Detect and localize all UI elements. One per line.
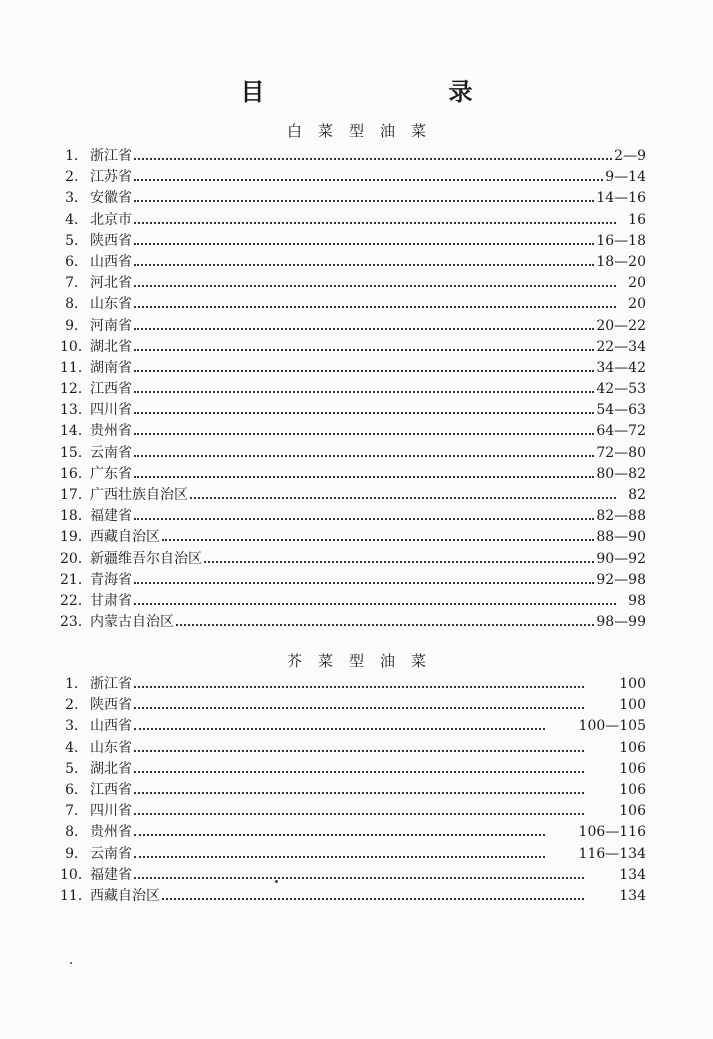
toc-entry	[60, 738, 646, 759]
toc-entry	[60, 400, 646, 421]
toc-entry	[60, 485, 646, 506]
toc-entry-title: 福建省	[90, 866, 132, 883]
section-title-jiecai: 芥菜型油菜	[286, 652, 442, 670]
dot-leader	[134, 455, 594, 457]
toc-entry-pages: 9—14	[605, 169, 646, 186]
toc-entry-title: 山东省	[90, 739, 132, 756]
toc-entry-number: 23．	[60, 614, 92, 631]
toc-entry	[60, 506, 646, 527]
toc-entry-title: 湖北省	[90, 760, 132, 777]
toc-entry-title: 贵州省	[90, 423, 132, 440]
dot-leader	[134, 476, 594, 478]
toc-entry-pages: 80—82	[596, 465, 646, 482]
print-speck	[70, 962, 72, 964]
dot-leader	[134, 285, 616, 287]
dot-leader	[134, 200, 594, 202]
toc-entry-title: 西藏自治区	[90, 529, 160, 546]
toc-entry-pages: 106	[619, 739, 646, 756]
toc-entry-pages: 20—22	[596, 317, 646, 334]
toc-entry	[60, 443, 646, 464]
toc-entry	[60, 674, 646, 695]
toc-entry	[60, 591, 646, 612]
toc-entry	[60, 822, 646, 843]
toc-entry-pages: 18—20	[596, 253, 646, 270]
dot-leader	[134, 370, 594, 372]
toc-entry-pages: 106	[619, 781, 646, 798]
toc-entry-title: 新疆维吾尔自治区	[90, 550, 202, 567]
toc-entry-title: 广东省	[90, 465, 132, 482]
toc-entry-pages: 116—134	[578, 845, 646, 862]
toc-entry-number: 3．	[65, 718, 88, 735]
dot-leader	[134, 349, 594, 351]
toc-entry-title: 内蒙古自治区	[90, 614, 174, 631]
toc-entry-number: 9．	[65, 317, 88, 334]
toc-entry-number: 10．	[60, 866, 92, 883]
toc-entry	[60, 865, 646, 886]
dot-leader	[134, 328, 594, 330]
toc-entry-pages: 2—9	[614, 148, 646, 164]
toc-entry-title: 北京市	[90, 211, 132, 228]
toc-entry-title: 浙江省	[90, 148, 132, 164]
page-title: 目 录	[240, 77, 553, 106]
dot-leader	[134, 750, 584, 752]
dot-leader	[134, 412, 594, 414]
toc-entry	[60, 716, 646, 737]
section-title-baicai: 白菜型油菜	[286, 122, 442, 140]
toc-entry	[60, 421, 646, 442]
toc-entry-number: 8．	[65, 824, 88, 841]
toc-entry-number: 4．	[65, 739, 88, 756]
toc-entry-number: 19．	[60, 529, 92, 546]
toc-entry-number: 7．	[65, 803, 88, 820]
toc-entry-title: 河北省	[90, 275, 132, 292]
toc-entry	[60, 844, 646, 865]
dot-leader	[190, 497, 616, 499]
toc-entry-pages: 100	[619, 697, 646, 714]
toc-entry	[60, 252, 646, 273]
dot-leader	[134, 243, 594, 245]
dot-leader	[134, 179, 603, 181]
toc-entry-pages: 98—99	[596, 614, 646, 631]
toc-entry-number: 7．	[65, 275, 88, 292]
toc-entry-title: 山东省	[90, 296, 132, 313]
toc-entry-number: 5．	[65, 232, 88, 249]
toc-entry-number: 2．	[65, 169, 88, 186]
print-speck	[275, 880, 278, 883]
toc-entry-pages: 100—105	[578, 718, 646, 735]
dot-leader	[204, 561, 594, 563]
toc-entry-pages: 92—98	[596, 571, 646, 588]
toc-entry-pages: 100	[619, 676, 646, 692]
toc-entry-number: 8．	[65, 296, 88, 313]
dot-leader	[134, 834, 545, 836]
toc-entry-pages: 90—92	[596, 550, 646, 567]
toc-entry	[60, 231, 646, 252]
toc-entry-pages: 42—53	[596, 381, 646, 398]
toc-entry-pages: 134	[619, 866, 646, 883]
toc-entry	[60, 695, 646, 716]
dot-leader	[134, 222, 616, 224]
dot-leader	[134, 856, 545, 858]
toc-entry	[60, 273, 646, 294]
toc-entry-pages: 20	[628, 275, 646, 292]
toc-entry-pages: 98	[628, 592, 646, 609]
dot-leader	[134, 686, 584, 688]
toc-entry-title: 山西省	[90, 718, 132, 735]
toc-entry	[60, 612, 646, 633]
toc-entry-number: 17．	[60, 487, 92, 503]
dot-leader	[134, 391, 594, 393]
toc-entry-title: 江西省	[90, 781, 132, 798]
toc-entry-pages: 82	[628, 487, 646, 503]
dot-leader	[134, 264, 594, 266]
dot-leader	[134, 707, 584, 709]
toc-entry-number: 1．	[65, 148, 88, 164]
toc-entry-title: 陕西省	[90, 232, 132, 249]
toc-entry	[60, 780, 646, 801]
toc-entry-title: 云南省	[90, 845, 132, 862]
toc-entry-number: 13．	[60, 402, 92, 419]
toc-entry-title: 四川省	[90, 402, 132, 419]
toc-entry-pages: 14—16	[596, 190, 646, 207]
toc-entry-pages: 54—63	[596, 402, 646, 419]
toc-entry-title: 贵州省	[90, 824, 132, 841]
dot-leader	[134, 792, 584, 794]
toc-entry-pages: 134	[619, 887, 646, 904]
toc-entry	[60, 358, 646, 379]
dot-leader	[134, 433, 594, 435]
toc-entry-number: 11．	[60, 887, 92, 904]
toc-entry-pages: 106—116	[578, 824, 646, 841]
toc-list-jiecai	[60, 674, 646, 907]
toc-entry-pages: 64—72	[596, 423, 646, 440]
toc-entry-number: 12．	[60, 381, 92, 398]
toc-entry-pages: 82—88	[596, 508, 646, 525]
dot-leader	[134, 603, 616, 605]
toc-entry-number: 2．	[65, 697, 88, 714]
dot-leader	[176, 624, 594, 626]
toc-entry-title: 湖北省	[90, 338, 132, 355]
toc-entry-number: 22．	[60, 592, 92, 609]
toc-entry	[60, 464, 646, 485]
toc-list-baicai	[60, 146, 646, 633]
toc-entry-title: 陕西省	[90, 697, 132, 714]
toc-entry-pages: 72—80	[596, 444, 646, 461]
toc-entry-number: 6．	[65, 781, 88, 798]
toc-entry	[60, 337, 646, 358]
toc-entry	[60, 759, 646, 780]
dot-leader	[162, 898, 584, 900]
toc-entry-number: 20．	[60, 550, 92, 567]
toc-entry-pages: 16	[628, 211, 646, 228]
dot-leader	[134, 582, 594, 584]
dot-leader	[134, 306, 616, 308]
dot-leader	[134, 877, 584, 879]
toc-entry-title: 四川省	[90, 803, 132, 820]
toc-entry-title: 云南省	[90, 444, 132, 461]
toc-entry-pages: 106	[619, 760, 646, 777]
toc-entry-number: 9．	[65, 845, 88, 862]
toc-entry-title: 浙江省	[90, 676, 132, 692]
toc-entry-number: 1．	[65, 676, 88, 692]
toc-entry-title: 福建省	[90, 508, 132, 525]
dot-leader	[134, 158, 612, 160]
toc-entry-pages: 16—18	[596, 232, 646, 249]
dot-leader	[134, 813, 584, 815]
toc-entry	[60, 379, 646, 400]
toc-entry-number: 16．	[60, 465, 92, 482]
toc-entry-title: 山西省	[90, 253, 132, 270]
toc-entry-title: 甘肃省	[90, 592, 132, 609]
toc-entry-number: 10．	[60, 338, 92, 355]
toc-entry-title: 湖南省	[90, 359, 132, 376]
toc-entry	[60, 146, 646, 167]
toc-entry-title: 西藏自治区	[90, 887, 160, 904]
toc-entry	[60, 549, 646, 570]
toc-entry	[60, 316, 646, 337]
toc-entry-title: 青海省	[90, 571, 132, 588]
toc-entry-number: 14．	[60, 423, 92, 440]
toc-entry	[60, 886, 646, 907]
toc-entry-pages: 22—34	[596, 338, 646, 355]
toc-entry-number: 11．	[60, 359, 92, 376]
toc-entry	[60, 167, 646, 188]
toc-entry	[60, 294, 646, 315]
toc-entry-number: 18．	[60, 508, 92, 525]
toc-entry	[60, 570, 646, 591]
toc-entry	[60, 210, 646, 231]
dot-leader	[162, 539, 594, 541]
toc-entry	[60, 527, 646, 548]
toc-entry-number: 4．	[65, 211, 88, 228]
toc-entry-pages: 88—90	[596, 529, 646, 546]
toc-entry-pages: 20	[628, 296, 646, 313]
toc-entry-number: 5．	[65, 760, 88, 777]
toc-entry	[60, 188, 646, 209]
toc-entry-pages: 106	[619, 803, 646, 820]
toc-entry-number: 6．	[65, 253, 88, 270]
dot-leader	[134, 728, 545, 730]
dot-leader	[134, 518, 594, 520]
toc-entry-title: 江西省	[90, 381, 132, 398]
toc-entry-title: 广西壮族自治区	[90, 487, 188, 503]
toc-entry-number: 15．	[60, 444, 92, 461]
toc-entry-title: 安徽省	[90, 190, 132, 207]
dot-leader	[134, 771, 584, 773]
toc-entry-title: 河南省	[90, 317, 132, 334]
toc-entry-number: 3．	[65, 190, 88, 207]
toc-entry-pages: 34—42	[596, 359, 646, 376]
toc-entry-number: 21．	[60, 571, 92, 588]
toc-entry	[60, 801, 646, 822]
toc-entry-title: 江苏省	[90, 169, 132, 186]
